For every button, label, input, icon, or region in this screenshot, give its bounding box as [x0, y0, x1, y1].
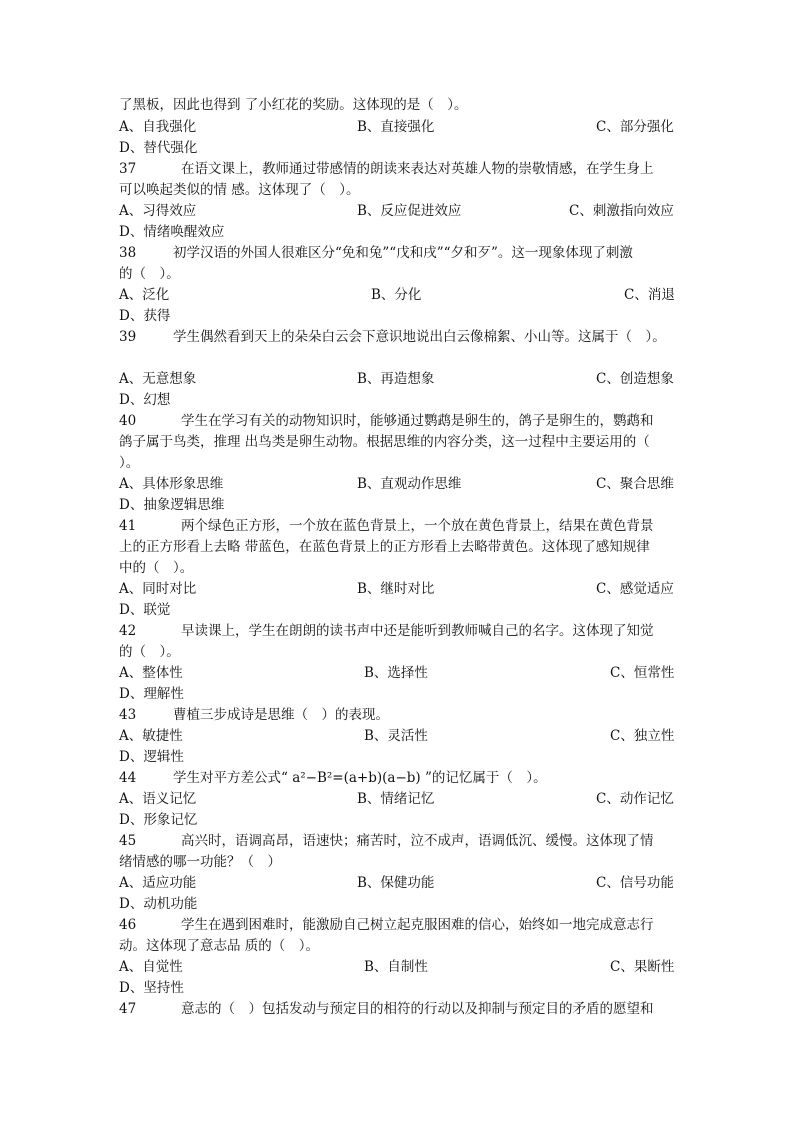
option-a: A、习得效应	[119, 203, 197, 219]
option-b: B、情绪记忆	[357, 791, 435, 807]
option-c: C、恒常性	[610, 665, 675, 681]
question-text: 上的正方形看上去略 带蓝色，在蓝色背景上的正方形看上去略带黄色。这体现了感知规律	[119, 539, 650, 555]
option-a: A、整体性	[119, 665, 183, 681]
question-number: 46	[119, 917, 137, 933]
option-b: B、分化	[371, 287, 422, 303]
question-text: 鸽子属于鸟类，推理 出鸟类是卵生动物。根据思维的内容分类，这一过程中主要运用的（	[119, 434, 650, 450]
question-line	[119, 621, 679, 642]
option-d: D、形象记忆	[119, 812, 198, 828]
option-d: D、坚持性	[119, 980, 184, 996]
option-c: C、聚合思维	[596, 476, 674, 492]
option-a: A、具体形象思维	[119, 476, 224, 492]
question-line	[119, 411, 679, 432]
option-b: B、继时对比	[357, 581, 435, 597]
question-text: 意志的（ ）包括发动与预定目的相符的行动以及抑制与预定目的矛盾的愿望和	[181, 1001, 654, 1017]
question-line	[119, 915, 679, 936]
question-line	[119, 999, 679, 1020]
option-d: D、幻想	[119, 392, 171, 408]
question-text: 曹植三步成诗是思维（ ）的表现。	[173, 707, 389, 723]
question-number: 38	[119, 245, 137, 261]
option-a: A、无意想象	[119, 371, 197, 387]
question-text: ）。	[119, 455, 140, 471]
option-c: C、创造想象	[596, 371, 674, 387]
option-b: B、灵活性	[364, 728, 428, 744]
question-text: 的（ ）。	[119, 644, 180, 660]
question-text: 早读课上，学生在朗朗的读书声中还是能听到教师喊自己的名字。这体现了知觉	[181, 623, 654, 639]
question-text: 了黑板，因此也得到 了小红花的奖励。这体现的是（ ）。	[119, 97, 468, 113]
option-d: D、理解性	[119, 686, 184, 702]
option-d: D、替代强化	[119, 140, 198, 156]
question-line	[119, 327, 689, 348]
option-a: A、适应功能	[119, 875, 197, 891]
question-number: 44	[119, 770, 137, 786]
question-text: 动。这体现了意志品 质的（ ）。	[119, 938, 320, 954]
option-c: C、果断性	[610, 959, 675, 975]
option-d: D、联觉	[119, 602, 171, 618]
question-text: 学生在遇到困难时，能激励自己树立起克服困难的信心，始终如一地完成意志行	[181, 917, 654, 933]
question-number: 47	[119, 1001, 137, 1017]
question-text: 两个绿色正方形，一个放在蓝色背景上，一个放在黄色背景上，结果在黄色背景	[181, 518, 654, 534]
option-a: A、敏捷性	[119, 728, 183, 744]
option-b: B、直接强化	[357, 119, 435, 135]
option-c: C、感觉适应	[596, 581, 674, 597]
option-b: B、反应促进效应	[357, 203, 462, 219]
option-d: D、获得	[119, 308, 171, 324]
question-text: 绪情感的哪一功能？（ ）	[119, 854, 281, 870]
question-number: 41	[119, 518, 137, 534]
option-a: A、自我强化	[119, 119, 197, 135]
option-c: C、消退	[624, 287, 675, 303]
question-line	[119, 159, 679, 180]
option-d: D、情绪唤醒效应	[119, 224, 225, 240]
question-line	[119, 243, 679, 264]
question-number: 40	[119, 413, 137, 429]
question-line	[119, 768, 679, 789]
question-text: 可以唤起类似的情 感。这体现了（ ）。	[119, 182, 360, 198]
question-number: 43	[119, 707, 137, 723]
option-b: B、自制性	[364, 959, 428, 975]
question-text: 的（ ）。	[119, 266, 180, 282]
option-a: A、同时对比	[119, 581, 197, 597]
question-text: 学生偶然看到天上的朵朵白云会下意识地说出白云像棉絮、小山等。这属于（ ）。	[173, 329, 666, 345]
question-line	[119, 831, 679, 852]
option-b: B、保健功能	[357, 875, 435, 891]
option-c: C、信号功能	[596, 875, 674, 891]
question-text: 学生对平方差公式“ a²−B²=(a+b)(a−b) ”的记忆属于（ ）。	[173, 770, 547, 786]
question-line	[119, 705, 679, 726]
question-text: 在语文课上，教师通过带感情的朗读来表达对英雄人物的崇敬情感，在学生身上	[181, 161, 654, 177]
option-c: C、刺激指向效应	[569, 203, 674, 219]
option-a: A、泛化	[119, 287, 170, 303]
question-number: 45	[119, 833, 137, 849]
option-b: B、直观动作思维	[357, 476, 462, 492]
option-d: D、动机功能	[119, 896, 198, 912]
question-text: 高兴时，语调高昂，语速快；痛苦时，泣不成声，语调低沉、缓慢。这体现了情	[181, 833, 654, 849]
option-b: B、选择性	[364, 665, 428, 681]
option-c: C、动作记忆	[596, 791, 674, 807]
question-text: 中的（ ）。	[119, 560, 194, 576]
question-number: 42	[119, 623, 137, 639]
question-number: 39	[119, 329, 137, 345]
option-b: B、再造想象	[357, 371, 435, 387]
option-c: C、独立性	[610, 728, 675, 744]
option-d: D、抽象逻辑思维	[119, 497, 225, 513]
question-line	[119, 516, 679, 537]
option-a: A、自觉性	[119, 959, 183, 975]
option-d: D、逻辑性	[119, 749, 184, 765]
question-number: 37	[119, 161, 137, 177]
question-text: 初学汉语的外国人很难区分“免和兔”“戊和戌”“夕和歹”。这一现象体现了刺激	[173, 245, 633, 261]
question-text: 学生在学习有关的动物知识时，能够通过鹦鹉是卵生的，鸽子是卵生的，鹦鹉和	[181, 413, 654, 429]
option-c: C、部分强化	[596, 119, 674, 135]
option-a: A、语义记忆	[119, 791, 197, 807]
